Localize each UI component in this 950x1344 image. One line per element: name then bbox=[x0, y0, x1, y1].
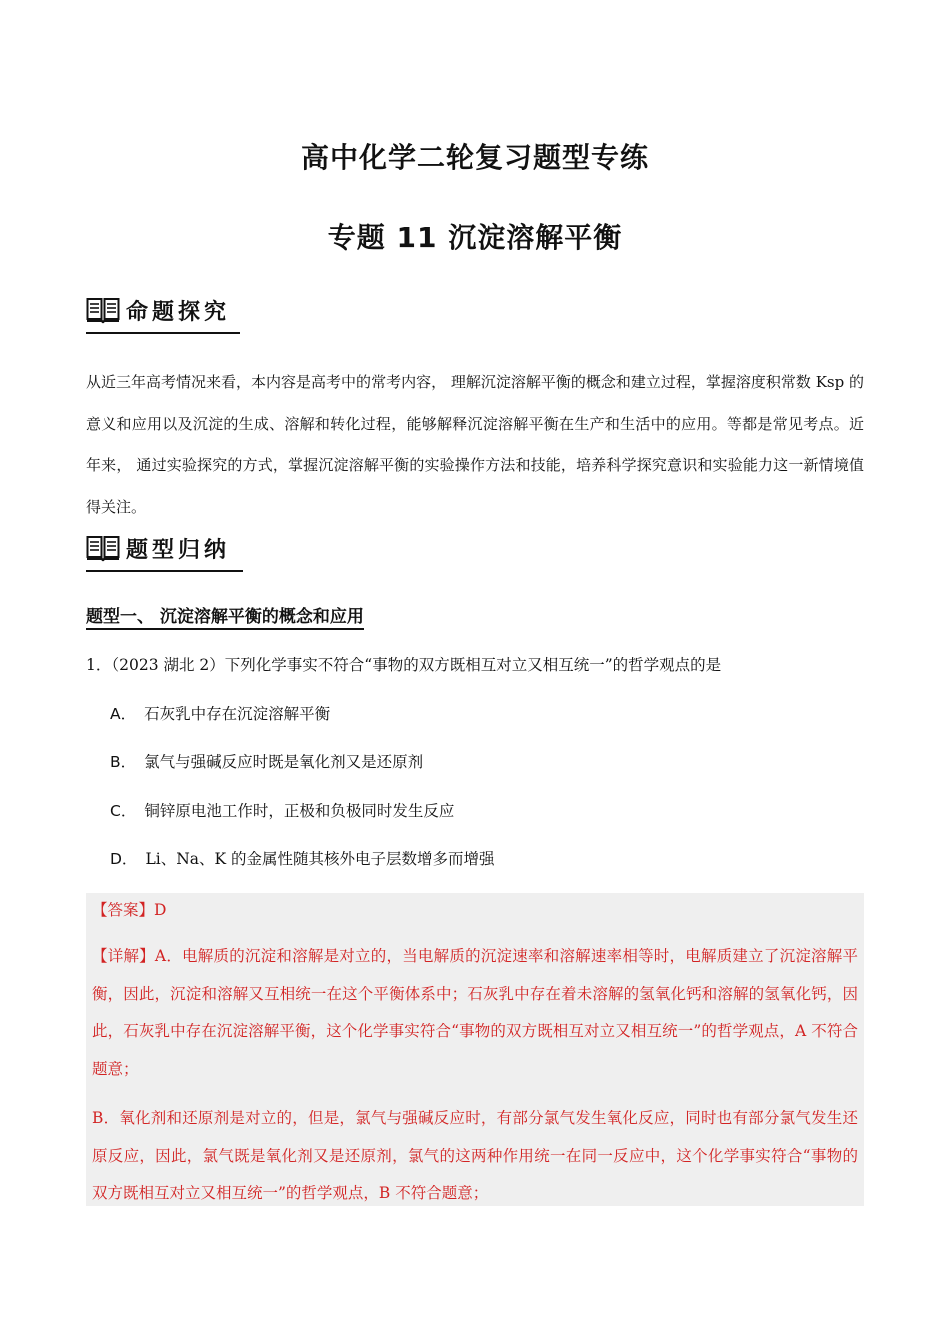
question-stem: 1．（2023 湖北 2）下列化学事实不符合“事物的双方既相互对立又相互统一”的哲学观点的是 bbox=[86, 656, 722, 674]
option-text: 氯气与强碱反应时既是氧化剂又是还原剂 bbox=[144, 753, 424, 771]
section-underline bbox=[86, 332, 240, 334]
book-icon bbox=[86, 295, 120, 325]
document-title: 高中化学二轮复习题型专练 bbox=[300, 141, 649, 174]
document-subtitle: 专题 11 沉淀溶解平衡 bbox=[327, 221, 623, 254]
option-text: Li、Na、K 的金属性随其核外电子层数增多而增强 bbox=[145, 850, 495, 868]
intro-paragraph: 从近三年高考情况来看，本内容是高考中的常考内容， 理解沉淀溶解平衡的概念和建立过程，掌握溶度积常数 Ksp 的意义和应用以及沉淀的生成、溶解和转化过程，能够解释沉淀溶解平衡在生产和生活中的应用。等都是常见考点。近年来， 通过实验探究的方式，掌握沉淀溶解平衡的实验操作方法和技能，培养科学探究意识和实验能力这一新情境值得关注。 bbox=[86, 373, 864, 516]
question-type-heading: 题型一、 沉淀溶解平衡的概念和应用 bbox=[86, 602, 364, 630]
section-label: 命题探究 bbox=[126, 299, 231, 325]
section-header-tixing bbox=[86, 528, 230, 568]
book-icon bbox=[86, 533, 120, 563]
option-a bbox=[110, 702, 330, 724]
option-b bbox=[110, 750, 423, 772]
option-key: C． bbox=[110, 802, 137, 820]
section-underline bbox=[86, 570, 243, 572]
option-d bbox=[110, 847, 495, 869]
section-header-mingti bbox=[86, 290, 230, 330]
option-text: 石灰乳中存在沉淀溶解平衡 bbox=[144, 705, 331, 723]
option-text: 铜锌原电池工作时，正极和负极同时发生反应 bbox=[144, 802, 455, 820]
option-key: D． bbox=[110, 850, 138, 868]
option-c bbox=[110, 799, 454, 821]
option-key: A． bbox=[110, 705, 137, 723]
section-label: 题型归纳 bbox=[126, 537, 231, 563]
option-key: B． bbox=[110, 753, 137, 771]
analysis-a: 【详解】A．电解质的沉淀和溶解是对立的，当电解质的沉淀速率和溶解速率相等时，电解质建立了沉淀溶解平衡，因此，沉淀和溶解又互相统一在这个平衡体系中；石灰乳中存在着未溶解的氢氧化钙和溶解的氢氧化钙，因此，石灰乳中存在沉淀溶解平衡，这个化学事实符合“事物的双方既相互对立又相互统一”的哲学观点，A 不符合题意； bbox=[92, 947, 858, 1078]
analysis-b: B．氧化剂和还原剂是对立的，但是，氯气与强碱反应时，有部分氯气发生氧化反应，同时也有部分氯气发生还原反应，因此，氯气既是氧化剂又是还原剂，氯气的这两种作用统一在同一反应中，这个化学事实符合“事物的双方既相互对立又相互统一”的哲学观点，B 不符合题意； bbox=[92, 1109, 858, 1202]
answer-line: 【答案】D bbox=[92, 901, 167, 919]
